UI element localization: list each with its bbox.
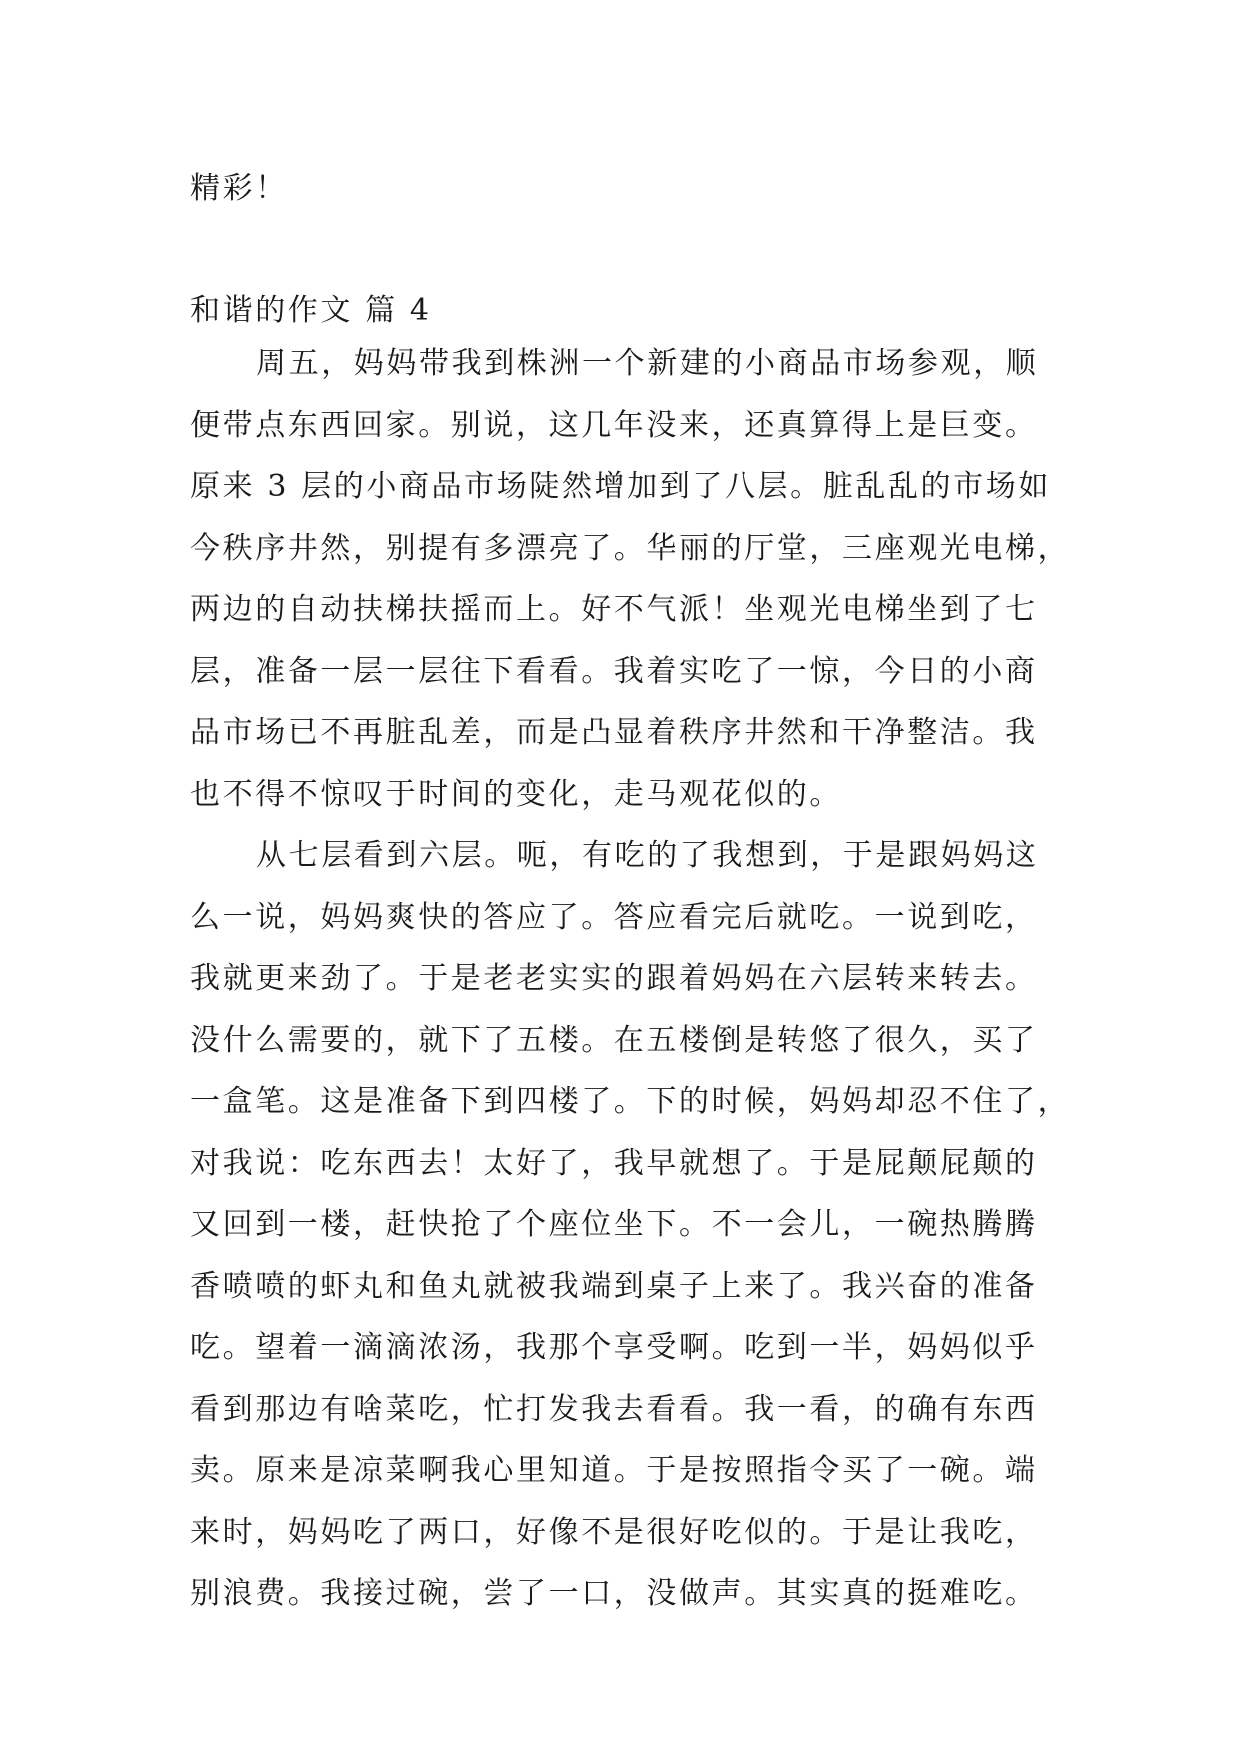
paragraph-1-line: 两边的自动扶梯扶摇而上。好不气派！坐观光电梯坐到了七 [190, 592, 1038, 627]
paragraph-2-line: 别浪费。我接过碗，尝了一口，没做声。其实真的挺难吃。 [190, 1576, 1038, 1611]
text-line: 精彩！ [190, 171, 288, 206]
essay-body [190, 333, 1071, 1625]
paragraph-2-line: 吃。望着一滴滴浓汤，我那个享受啊。吃到一半，妈妈似乎 [190, 1330, 1038, 1365]
paragraph-2-line: 一盒笔。这是准备下到四楼了。下的时候，妈妈却忍不住了， [190, 1084, 1071, 1119]
paragraph-1-line: 原来 3 层的小商品市场陡然增加到了八层。脏乱乱的市场如 [190, 469, 1051, 504]
paragraph-1-line: 也不得不惊叹于时间的变化，走马观花似的。 [190, 776, 842, 812]
paragraph-2-line: 香喷喷的虾丸和鱼丸就被我端到桌子上来了。我兴奋的准备 [190, 1268, 1038, 1304]
paragraph-2-line: 我就更来劲了。于是老老实实的跟着妈妈在六层转来转去。 [190, 961, 1038, 996]
paragraph-1-line: 周五，妈妈带我到株洲一个新建的小商品市场参观，顺 [256, 346, 1039, 381]
paragraph-2-line: 卖。原来是凉菜啊我心里知道。于是按照指令买了一碗。端 [190, 1453, 1038, 1488]
paragraph-1-line: 品市场已不再脏乱差，而是凸显着秩序井然和干净整洁。我 [190, 715, 1038, 750]
paragraph-2-line: 来时，妈妈吃了两口，好像不是很好吃似的。于是让我吃， [190, 1514, 1038, 1550]
paragraph-1-line: 便带点东西回家。别说，这几年没来，还真算得上是巨变。 [190, 407, 1038, 443]
paragraph-2-line: 又回到一楼，赶快抢了个座位坐下。不一会儿，一碗热腾腾 [190, 1207, 1038, 1242]
paragraph-2-line: 对我说：吃东西去！太好了，我早就想了。于是屁颠屁颠的 [190, 1145, 1038, 1181]
paragraph-2-line: 看到那边有啥菜吃，忙打发我去看看。我一看，的确有东西 [190, 1391, 1038, 1427]
continued-text-fragment [190, 158, 1060, 220]
paragraph-1-line: 层，准备一层一层往下看看。我着实吃了一惊，今日的小商 [190, 653, 1038, 689]
paragraph-1-line: 今秩序井然，别提有多漂亮了。华丽的厅堂，三座观光电梯， [190, 530, 1071, 566]
paragraph-2-line: 没什么需要的，就下了五楼。在五楼倒是转悠了很久，买了 [190, 1022, 1038, 1058]
paragraph-2-line: 从七层看到六层。呃，有吃的了我想到，于是跟妈妈这 [256, 838, 1039, 873]
heading-text: 和谐的作文 篇 4 [190, 293, 432, 328]
paragraph-2-line: 么一说，妈妈爽快的答应了。答应看完后就吃。一说到吃， [190, 899, 1038, 935]
